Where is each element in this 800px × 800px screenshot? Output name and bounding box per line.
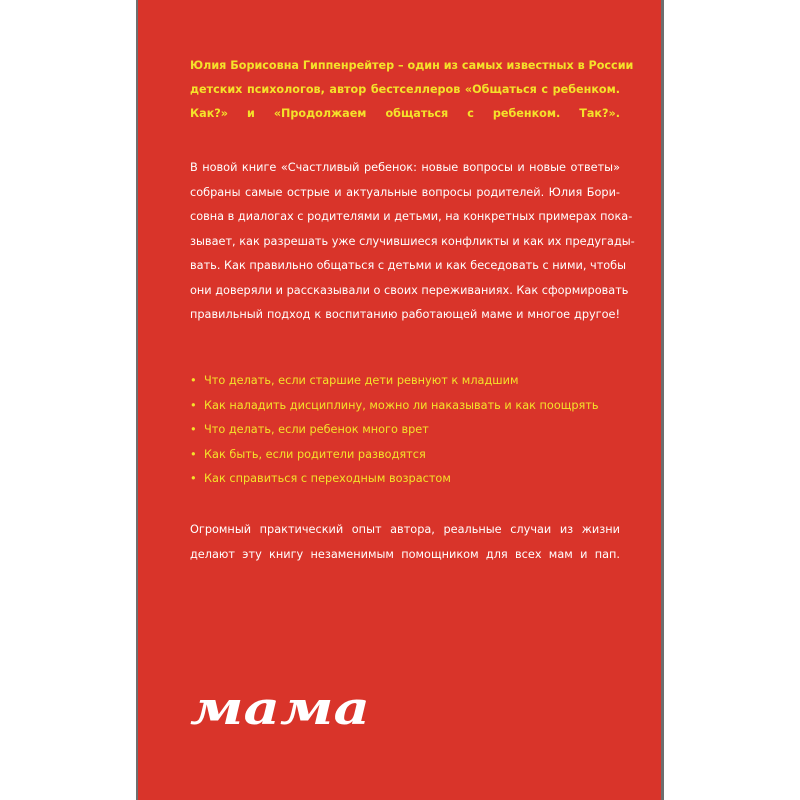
bullet-marker: • xyxy=(190,423,197,436)
description-line: собраны самые острые и актуальные вопросы родителей. Юлия Бори- xyxy=(190,185,620,199)
closing-line: делают эту книгу незаменимым помощником для всех мам и пап. xyxy=(190,547,620,561)
bullet-item xyxy=(190,369,620,394)
author-intro-line: Как?» и «Продолжаем общаться с ребенком. Так?». xyxy=(190,107,620,120)
bullet-marker: • xyxy=(190,472,197,485)
bullet-text: Что делать, если старшие дети ревнуют к младшим xyxy=(204,374,519,387)
topics-bullet-list xyxy=(190,369,620,492)
description-line: правильный подход к воспитанию работающей маме и многое другое! xyxy=(190,308,620,321)
mama-publisher-logo xyxy=(188,680,378,740)
description-line: вать. Как правильно общаться с детьми и как беседовать с ними, чтобы xyxy=(190,259,627,272)
description-line: они доверяли и рассказывали о своих переживаниях. Как сформировать xyxy=(190,283,629,297)
bullet-item xyxy=(190,394,620,419)
description-line: В новой книге «Счастливый ребенок: новые вопросы и новые ответы» xyxy=(190,161,620,174)
bullet-marker: • xyxy=(190,374,197,387)
bullet-text: Как наладить дисциплину, можно ли наказывать и как поощрять xyxy=(204,398,599,412)
logo-wordmark: мама xyxy=(190,681,370,735)
author-intro-line: детских психологов, автор бестселлеров «Общаться с ребенком. xyxy=(190,83,620,96)
author-intro-paragraph xyxy=(190,54,634,126)
bullet-text: Как справиться с переходным возрастом xyxy=(204,472,451,485)
closing-paragraph xyxy=(190,518,620,567)
book-description-paragraph xyxy=(190,156,635,328)
bullet-item xyxy=(190,418,620,443)
bullet-text: Что делать, если ребенок много врет xyxy=(204,423,429,436)
bullet-item xyxy=(190,443,620,468)
closing-line: Огромный практический опыт автора, реальные случаи из жизни xyxy=(190,523,620,536)
author-intro-line: Юлия Борисовна Гиппенрейтер – один из самых известных в России xyxy=(190,59,634,72)
cover-background xyxy=(138,0,661,800)
bullet-marker: • xyxy=(190,447,197,461)
description-line: зывает, как разрешать уже случившиеся конфликты и как их предугады- xyxy=(190,234,635,248)
book-back-cover xyxy=(136,0,664,800)
bullet-item xyxy=(190,467,620,492)
bullet-text: Как быть, если родители разводятся xyxy=(204,447,426,461)
description-line: совна в диалогах с родителями и детьми, на конкретных примерах пока- xyxy=(190,210,633,223)
bullet-marker: • xyxy=(190,398,197,412)
